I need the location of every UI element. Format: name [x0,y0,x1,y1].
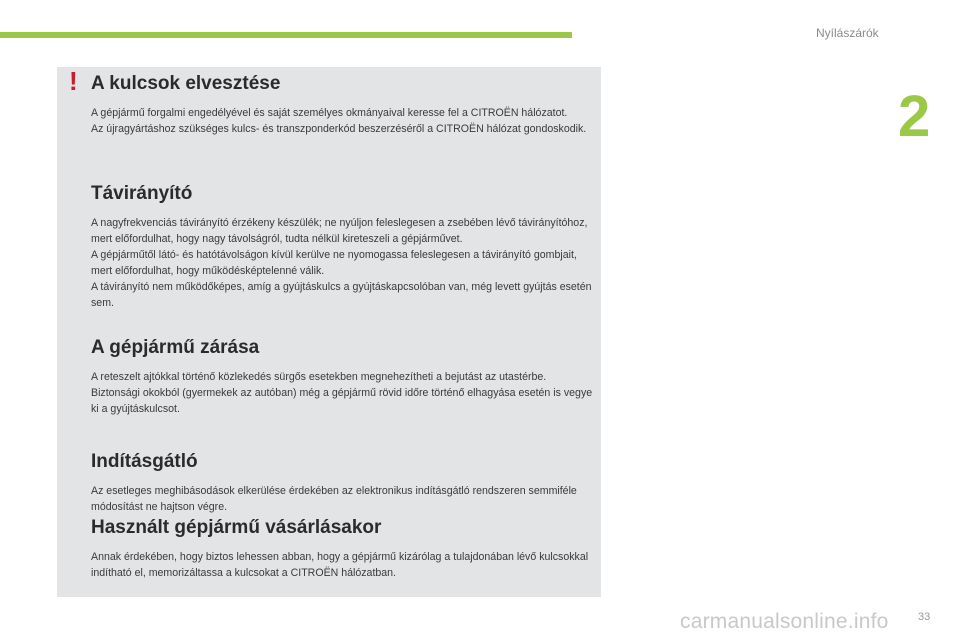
section-label: Nyílászárók [816,26,879,40]
section-title: Használt gépjármű vásárlásakor [91,517,382,538]
chapter-number: 2 [898,84,931,149]
section-paragraph: Biztonsági okokból (gyermekek az autóban) még a gépjármű rövid időre történő elhagyása esetén is vegye ki a gyújtáskulcsot. [91,387,593,415]
section-paragraph: A gépjárműtől látó- és hatótávolságon kívül kerülve ne nyomogassa feleslegesen a távirányító gombjait, mert előfordulhat, hogy működésképtelenné válik. [91,249,577,277]
section-remote-control [91,183,597,311]
section-paragraph: A távirányító nem működőképes, amíg a gyújtáskulcs a gyújtáskapcsolóban van, még levett gyújtás esetén sem. [91,281,592,309]
section-paragraph: A gépjármű forgalmi engedélyével és saját személyes okmányaival keresse fel a CITROËN hálózatot. [91,107,568,119]
watermark: carmanualsonline.info [680,610,889,633]
section-immobiliser [91,451,597,515]
section-paragraph: A reteszelt ajtókkal történő közlekedés sürgős esetekben megnehezítheti a bejutást az utastérbe. [91,371,547,383]
section-title: A kulcsok elvesztése [91,73,281,94]
section-paragraph: Annak érdekében, hogy biztos lehessen abban, hogy a gépjármű kizárólag a tulajdonában lévő kulcsokkal indítható el, memorizáltassa a kulcsokat a CITROËN hálózatban. [91,551,589,579]
section-paragraph: A nagyfrekvenciás távirányító érzékeny készülék; ne nyúljon feleslegesen a zsebében lévő távirányítóhoz, mert előfordulhat, hogy nagy távolságról, tudta nélkül kireteszeli a gépjárművet. [91,217,588,245]
section-lost-keys [91,73,597,137]
section-used-vehicle [91,517,597,581]
section-title: A gépjármű zárása [91,337,260,358]
section-paragraph: Az esetleges meghibásodások elkerülése érdekében az elektronikus indításgátló rendszeren semmiféle módosítást ne hajtson végre. [91,485,577,513]
section-title: Indításgátló [91,451,198,472]
section-paragraph: Az újragyártáshoz szükséges kulcs- és transzponderkód beszerzéséről a CITROËN hálózat gondoskodik. [91,123,587,135]
section-title: Távirányító [91,183,193,204]
section-vehicle-locking [91,337,597,417]
exclamation-icon: ! [69,66,78,96]
page-number: 33 [918,611,931,623]
header-accent-bar [0,32,572,38]
